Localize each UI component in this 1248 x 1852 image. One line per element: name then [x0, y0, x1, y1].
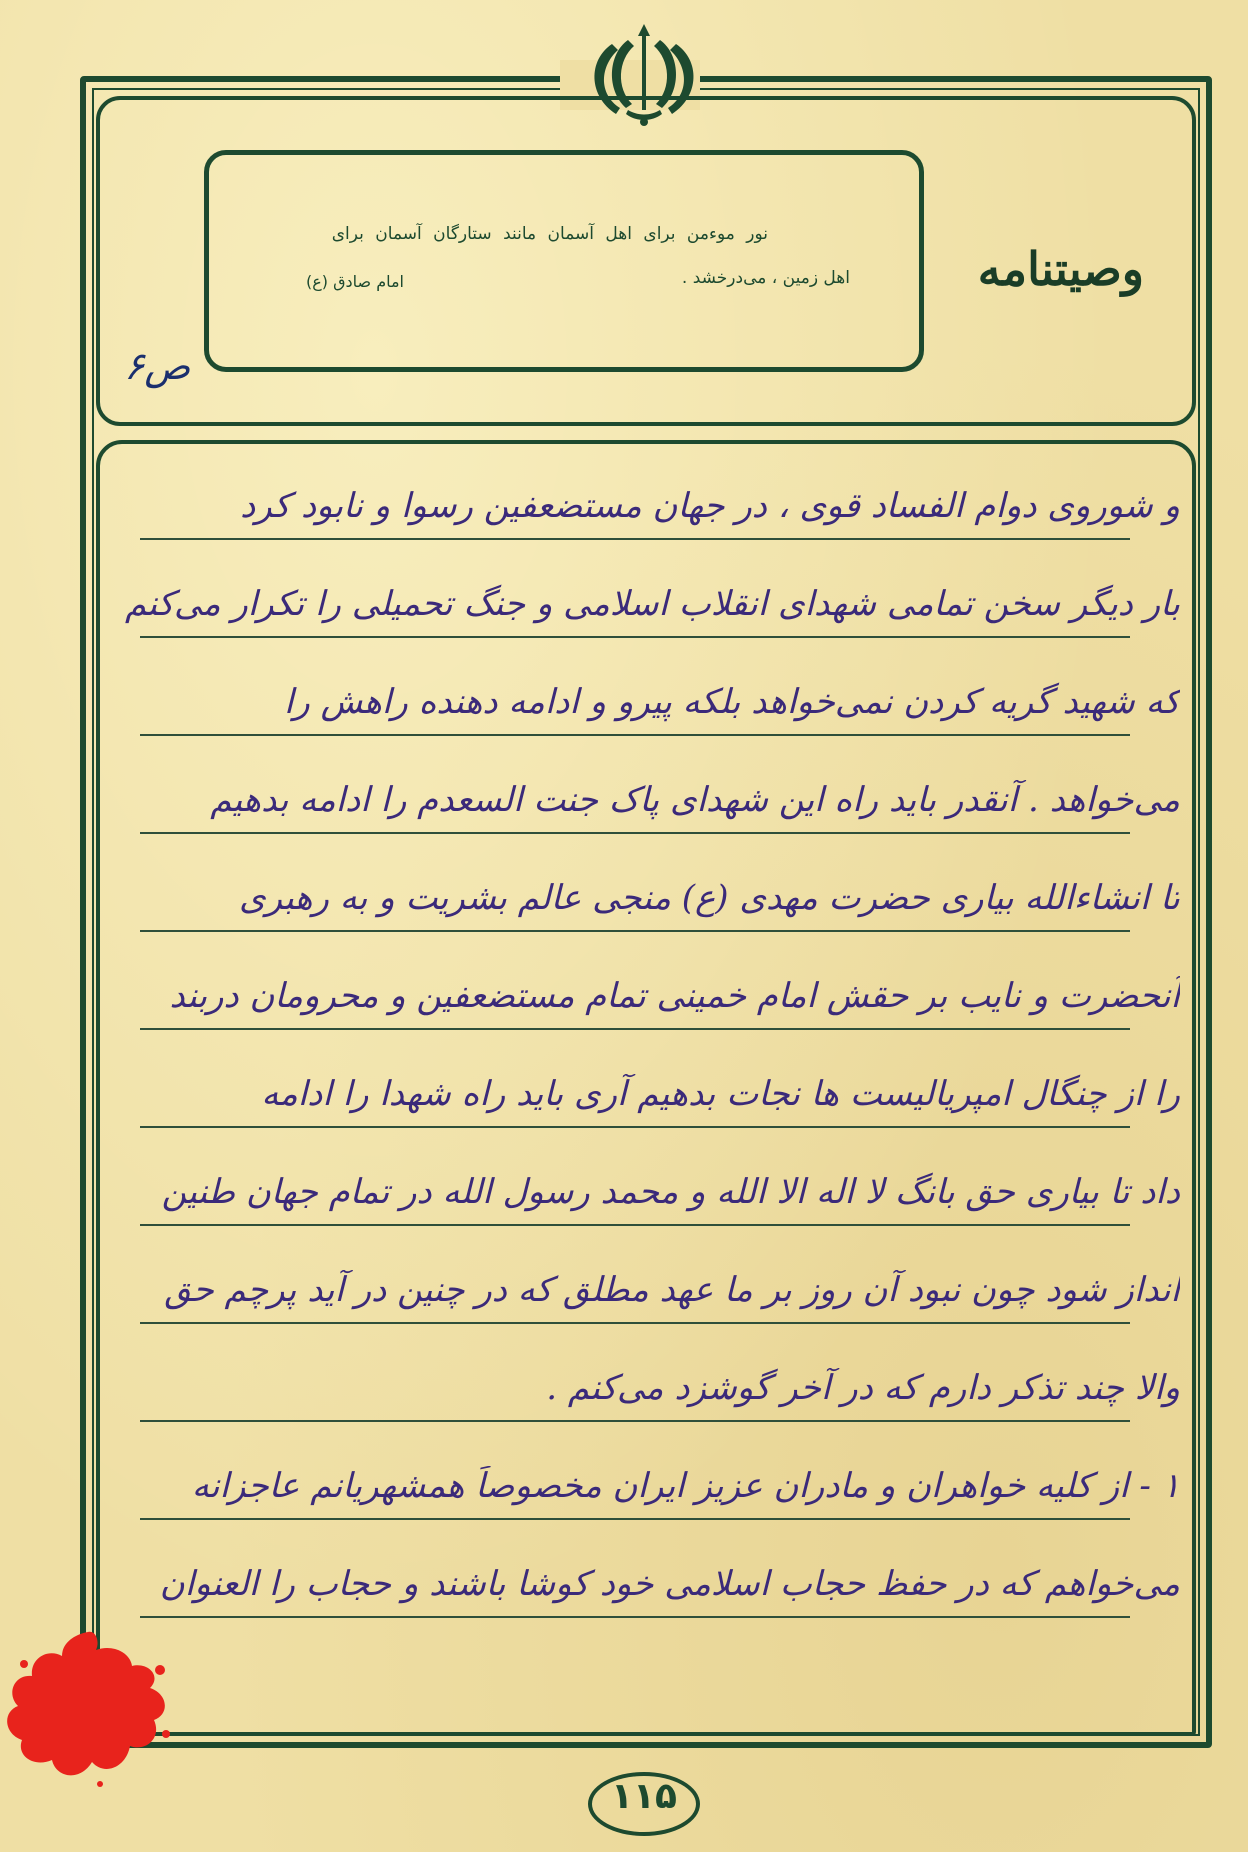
ruled-line	[140, 1616, 1130, 1618]
quote-box	[204, 150, 924, 372]
ruled-line	[140, 1322, 1130, 1324]
ruled-line	[140, 1420, 1130, 1422]
quote-source: امام صادق (ع)	[306, 272, 404, 291]
handwritten-line: آنحضرت و نایب بر حقش امام خمینی تمام مستضعفین و محرومان دربند	[169, 976, 1180, 1016]
handwritten-line: را از چنگال امپریالیست ها نجات بدهیم آری باید راه شهدا را ادامه	[261, 1074, 1180, 1114]
ruled-line	[140, 538, 1130, 540]
blood-stain-icon	[0, 1622, 180, 1792]
handwritten-line: و شوروی دوام الفساد قوی ، در جهان مستضعفین رسوا و نابود کرد	[240, 486, 1180, 526]
ruled-line	[140, 734, 1130, 736]
quote-line-1: نور موءمن برای اهل آسمان مانند ستارگان آسمان برای	[331, 224, 768, 244]
ruled-line	[140, 1518, 1130, 1520]
ruled-line	[140, 636, 1130, 638]
handwritten-line: والا چند تذکر دارم که در آخر گوشزد می‌کنم .	[546, 1368, 1180, 1408]
ruled-line	[140, 1224, 1130, 1226]
handwritten-line: که شهید گریه کردن نمی‌خواهد بلکه پیرو و ادامه دهنده راهش را	[283, 682, 1180, 722]
ruled-line	[140, 930, 1130, 932]
handwritten-line: تا انشاءالله بیاری حضرت مهدی (ع) منجی عالم بشریت و به رهبری	[238, 878, 1180, 918]
document-title: وصیتنامه	[977, 242, 1144, 296]
handwritten-line: می‌خواهد . آنقدر باید راه این شهدای پاک جنت السعدم را ادامه بدهیم	[210, 780, 1180, 820]
handwritten-line: داد تا بیاری حق بانگ لا اله الا الله و محمد رسول الله در تمام جهان طنین	[161, 1172, 1180, 1212]
page-mark: ص۶	[124, 344, 191, 388]
handwritten-line: بار دیگر سخن تمامی شهدای انقلاب اسلامی و جنگ تحمیلی را تکرار می‌کنم	[124, 584, 1180, 624]
handwritten-line: انداز شود چون نبود آن روز بر ما عهد مطلق که در چنین در آید پرچم حق	[164, 1270, 1180, 1310]
page-number: ۱۱۵	[611, 1776, 677, 1817]
quote-line-2: اهل زمین ، می‌درخشد .	[681, 268, 850, 288]
ruled-line	[140, 1126, 1130, 1128]
handwritten-line: می‌خواهم که در حفظ حجاب اسلامی خود کوشا باشند و حجاب را العنوان	[159, 1564, 1180, 1604]
handwritten-line: ۱ - از کلیه خواهران و مادران عزیز ایران مخصوصاً همشهریانم عاجزانه	[191, 1466, 1180, 1506]
ruled-line	[140, 1028, 1130, 1030]
ruled-line	[140, 832, 1130, 834]
